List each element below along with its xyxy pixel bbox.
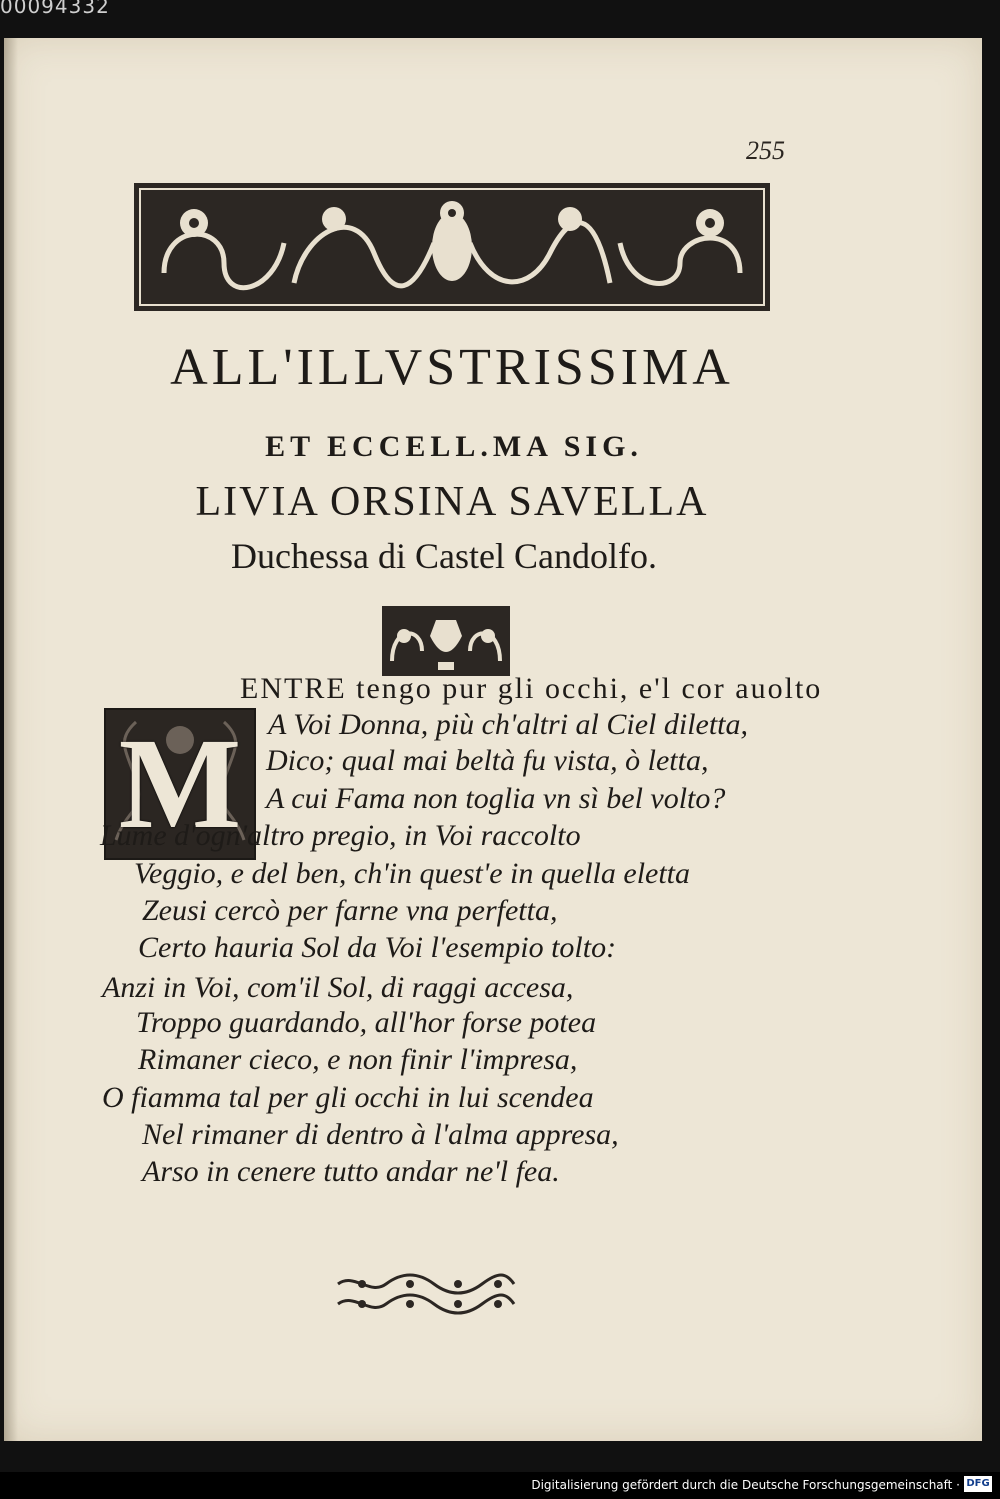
book-page [4,38,982,1441]
dedication-title-line3: LIVIA ORSINA SAVELLA [195,479,709,525]
poem-line-12: O fiamma tal per gli occhi in lui scendea [102,1081,594,1114]
poem-line-11: Rimaner cieco, e non finir l'impresa, [138,1043,578,1076]
drop-cap-letter: M [118,712,242,856]
page-edge-shadow [4,38,18,1441]
dedication-title-line1: ALL'ILLVSTRISSIMA [170,339,734,396]
footer-credit: Digitalisierung gefördert durch die Deutsche Forschungsgemeinschaft · [531,1478,960,1492]
floral-tailpiece [334,1270,518,1318]
poem-line-8: Certo hauria Sol da Voi l'esempio tolto: [138,931,617,964]
poem-line-1: ENTRE tengo pur gli occhi, e'l cor auolto [240,672,823,705]
poem-line-2: A Voi Donna, più ch'altri al Ciel diletta, [268,708,749,741]
poem-line-7: Zeusi cercò per farne vna perfetta, [142,894,558,927]
poem-line-3: Dico; qual mai beltà fu vista, ò letta, [266,744,709,777]
vase-ornament [382,606,510,676]
poem-line-14: Arso in cenere tutto andar ne'l fea. [142,1155,560,1188]
poem-line-6: Veggio, e del ben, ch'in quest'e in quella eletta [134,857,691,890]
ornamental-headpiece [134,183,770,311]
poem-line-4: A cui Fama non toglia vn sì bel volto? [266,782,726,815]
page-number: 255 [746,136,785,165]
poem-line-10: Troppo guardando, all'hor forse potea [136,1006,597,1039]
dedication-title-line4: Duchessa di Castel Candolfo. [231,536,657,576]
poem-line-5: Lume d'ogn'altro pregio, in Voi raccolto [100,819,581,852]
poem-line-9: Anzi in Voi, com'il Sol, di raggi accesa, [102,971,574,1004]
dedication-title-line2: ET ECCELL.MA SIG. [265,430,643,463]
scan-id: 00094332 [0,0,110,18]
dfg-logo: DFG [964,1476,992,1492]
poem-line-13: Nel rimaner di dentro à l'alma appresa, [142,1118,619,1151]
